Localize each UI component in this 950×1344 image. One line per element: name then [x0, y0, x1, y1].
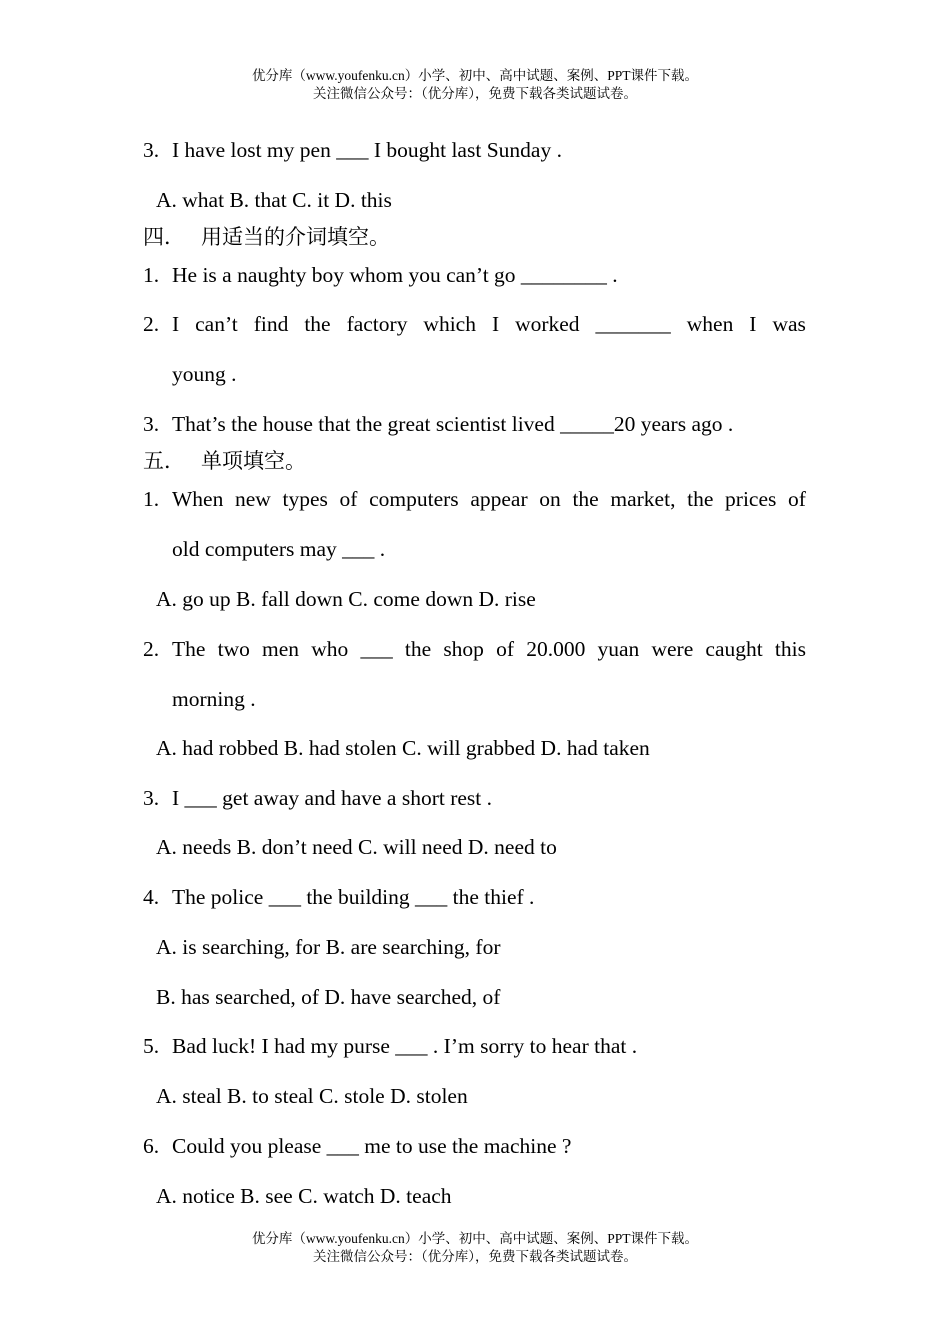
question-number: 4.: [143, 885, 160, 909]
question-options: B. has searched, of D. have searched, of: [156, 985, 501, 1009]
question-options: A. is searching, for B. are searching, for: [156, 935, 501, 959]
question-text: I can’t find the factory which I worked _______ when I was: [172, 312, 806, 336]
question-text: He is a naughty boy whom you can’t go ________ .: [172, 263, 618, 287]
question-options: A. needs B. don’t need C. will need D. need to: [156, 835, 557, 859]
question-text: When new types of computers appear on the market, the prices of: [172, 487, 806, 511]
header-line-2: 关注微信公众号：（优分库），免费下载各类试题试卷。: [313, 86, 637, 101]
question-number: 2.: [143, 637, 160, 661]
footer-line-1: 优分库（www.youfenku.cn）小学、初中、高中试题、案例、PPT课件下载。: [251, 1231, 699, 1246]
question-text: The police ___ the building ___ the thief .: [172, 885, 535, 909]
question-options: A. what B. that C. it D. this: [156, 188, 392, 212]
question-text: The two men who ___ the shop of 20.000 yuan were caught this: [172, 637, 806, 661]
question-options: A. notice B. see C. watch D. teach: [156, 1184, 452, 1208]
question-text-continued: morning .: [172, 687, 256, 711]
question-number: 1.: [143, 487, 160, 511]
question-number: 6.: [143, 1134, 160, 1158]
question-text: Could you please ___ me to use the machine ?: [172, 1134, 572, 1158]
question-options: A. had robbed B. had stolen C. will grabbed D. had taken: [156, 736, 650, 760]
header-line-1: 优分库（www.youfenku.cn）小学、初中、高中试题、案例、PPT课件下载。: [251, 68, 699, 83]
question-text: Bad luck! I had my purse ___ . I’m sorry to hear that .: [172, 1034, 638, 1058]
question-options: A. go up B. fall down C. come down D. rise: [156, 587, 536, 611]
question-text-continued: young .: [172, 362, 237, 386]
question-text: I ___ get away and have a short rest .: [172, 786, 493, 810]
question-text: I have lost my pen ___ I bought last Sunday .: [172, 138, 562, 162]
question-number: 1.: [143, 263, 160, 287]
section-title: 单项填空。: [201, 449, 306, 473]
section-number: 四．: [143, 225, 185, 249]
question-number: 3.: [143, 138, 160, 162]
question-number: 3.: [143, 786, 160, 810]
question-text-continued: old computers may ___ .: [172, 537, 386, 561]
question-number: 2.: [143, 312, 160, 336]
page-header: [0, 67, 950, 103]
question-number: 5.: [143, 1034, 160, 1058]
question-text: That’s the house that the great scientist lived _____20 years ago .: [172, 412, 734, 436]
question-number: 3.: [143, 412, 160, 436]
page-footer: [0, 1230, 950, 1266]
question-options: A. steal B. to steal C. stole D. stolen: [156, 1084, 468, 1108]
footer-line-2: 关注微信公众号：（优分库），免费下载各类试题试卷。: [313, 1249, 637, 1264]
section-title: 用适当的介词填空。: [201, 225, 390, 249]
section-number: 五．: [143, 449, 185, 473]
